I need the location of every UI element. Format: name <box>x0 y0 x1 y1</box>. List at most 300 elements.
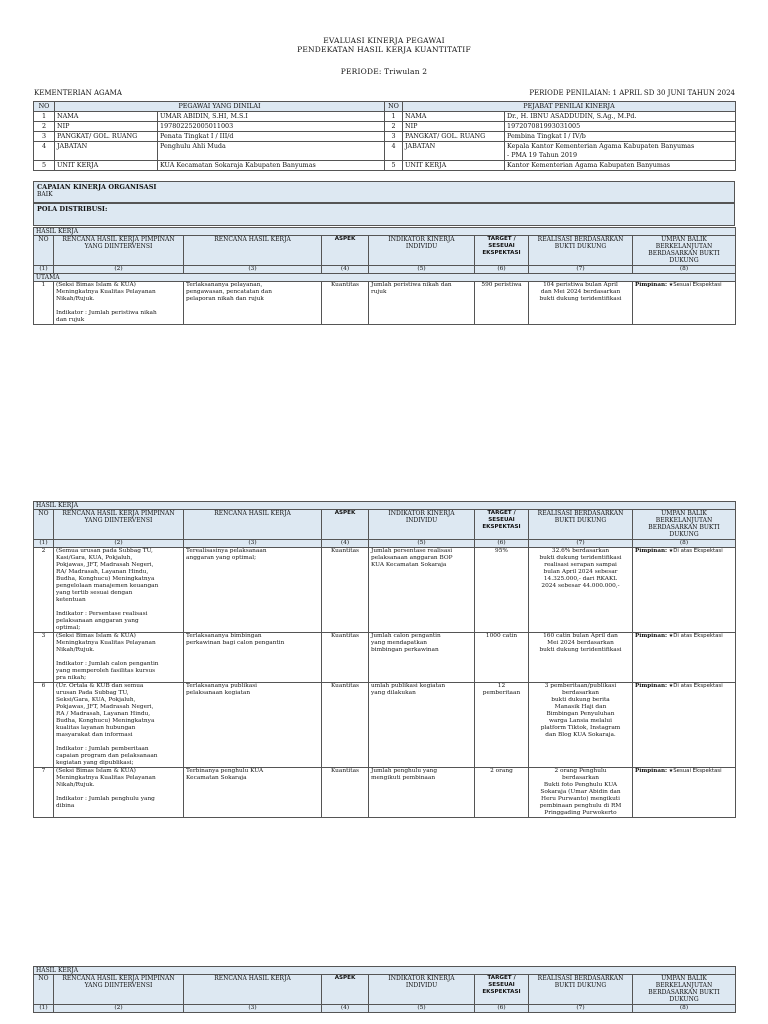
row-indikator <box>369 282 475 325</box>
col-rencana-pimpinan <box>54 236 184 266</box>
row-label: NAMA <box>55 112 158 122</box>
row-aspek: Kuantitas <box>322 633 369 683</box>
section-utama-row <box>34 274 736 282</box>
column-number-row <box>34 1005 736 1013</box>
star-icon: ★ <box>667 548 674 554</box>
row-indikator <box>369 548 475 633</box>
feedback-label: Pimpinan: <box>635 633 668 639</box>
col-no: NO <box>34 510 54 540</box>
cell-line: perkawinan bagi calon pengantin <box>186 640 285 646</box>
cell-line: urusan Pada Subbag TU, <box>56 690 129 696</box>
jabatan-line-2: - PMA 19 Tahun 2019 <box>507 151 578 159</box>
row-label: NIP <box>55 122 158 132</box>
cell-line: Jumlah penghulu yang <box>371 768 438 774</box>
table-row <box>34 633 736 683</box>
cell-line: yang mendapatkan <box>371 640 428 646</box>
row-feedback <box>633 633 736 683</box>
cell-line: bukti dukung teridentifikasi <box>539 296 622 302</box>
col-number: (8) <box>633 1005 736 1013</box>
cell-line: 590 peristiwa <box>481 282 522 288</box>
cell-line: RA / Madrasah, Layanan Hindu, <box>56 711 151 717</box>
header-line: REALISASI BERDASARKAN <box>537 236 624 243</box>
row-target <box>475 768 529 818</box>
section-title: HASIL KERJA <box>34 228 736 236</box>
col-rencana: RENCANA HASIL KERJA <box>184 510 322 540</box>
cell-line: Terbinanya penghulu KUA <box>186 768 264 774</box>
col-no: NO <box>34 236 54 266</box>
cell-line: RA/ Madrasah, Layanan Hindu, <box>56 569 149 575</box>
cell-line: 2 orang Penghulu <box>554 768 607 774</box>
cell-line: Indikator : Jumlah penghulu yang <box>56 796 155 802</box>
header-line: UMPAN BALIK <box>661 510 707 517</box>
row-target <box>475 548 529 633</box>
cell-line: dan Blog KUA Sokaraja. <box>545 732 616 738</box>
cell-line: 95% <box>495 548 508 554</box>
cell-line: 1000 catin <box>485 633 518 639</box>
row-value: 197802252005011003 <box>158 122 385 132</box>
col-rencana-pimpinan <box>54 975 184 1005</box>
table-row <box>34 683 736 768</box>
row-feedback <box>633 282 736 325</box>
column-header-row <box>34 975 736 1005</box>
capaian-title: CAPAIAN KINERJA ORGANISASI <box>37 183 157 191</box>
cell-line: (Seksi Bimas Islam & KUA) <box>56 633 136 639</box>
header-line: INDIKATOR KINERJA <box>388 236 455 243</box>
col-number: (6) <box>475 266 529 274</box>
star-icon: ★ <box>667 282 674 288</box>
assessment-period: PERIODE PENILAIAN: 1 APRIL SD 30 JUNI TAHUN 2024 <box>529 89 735 97</box>
identity-row <box>34 122 736 132</box>
feedback-value: Di atas Ekspektasi <box>673 633 723 639</box>
cell-line: mengikuti pembinaan <box>371 775 436 781</box>
col-number: (3) <box>184 1005 322 1013</box>
ministry-name: KEMENTERIAN AGAMA <box>34 89 122 97</box>
cell-line: Terealisasinya pelaksanaan <box>186 548 267 554</box>
row-realisasi <box>529 633 633 683</box>
header-line: BERKELANJUTAN <box>655 982 713 989</box>
cell-line: (Semua urusan pada Subbag TU, <box>56 548 153 554</box>
column-number-row <box>34 266 736 274</box>
col-realisasi <box>529 975 633 1005</box>
col-number: (5) <box>369 266 475 274</box>
doc-period: PERIODE: Triwulan 2 <box>340 67 428 76</box>
col-realisasi <box>529 510 633 540</box>
feedback-label: Pimpinan: <box>635 683 668 689</box>
col-rencana: RENCANA HASIL KERJA <box>184 236 322 266</box>
cell-line: bukti dukung teridentifikasi <box>539 647 622 653</box>
table-row <box>34 282 736 325</box>
row-indikator <box>369 683 475 768</box>
header-line: UMPAN BALIK <box>661 236 707 243</box>
col-target <box>475 975 529 1005</box>
cell-line: kegiatan yang dipublikasi; <box>56 760 134 766</box>
cell-line: Pokjawas, JFT, Madrasah Negeri, <box>56 562 154 568</box>
cell-line: Nikah/Rujuk. <box>56 782 95 788</box>
row-no: 2 <box>34 122 55 132</box>
cell-line: umlah publikasi kegiatan <box>371 683 446 689</box>
cell-line: anggaran yang optimal; <box>186 555 257 561</box>
row-no: 5 <box>34 161 55 171</box>
header-line: BERDASARKAN BUKTI <box>648 250 720 257</box>
header-line: BUKTI DUKUNG <box>554 982 607 989</box>
row-value-2: Pembina Tingkat I / IV/b <box>505 132 736 142</box>
identity-table <box>33 101 736 171</box>
row-rencana-pimpinan <box>54 282 184 325</box>
row-value: Penata Tingkat I / III/d <box>158 132 385 142</box>
cell-line: capaian program dan pelaksanaan <box>56 753 158 759</box>
cell-line <box>56 739 181 746</box>
cell-line: Indikator : Persentase realisasi <box>56 611 148 617</box>
row-no: 7 <box>34 768 54 818</box>
col-number: (7) <box>529 540 633 548</box>
hasil-kerja-table-3 <box>33 966 736 1013</box>
header-line: INDIVIDU <box>405 982 438 989</box>
cell-line: Nikah/Rujuk. <box>56 296 95 302</box>
cell-line: Indikator : Jumlah peristiwa nikah <box>56 310 157 316</box>
row-no-2: 2 <box>385 122 403 132</box>
row-no: 1 <box>34 112 55 122</box>
header-line: EKSPEKTASI <box>482 250 521 256</box>
row-no-2: 4 <box>385 142 403 161</box>
header-line: BERKELANJUTAN <box>655 243 713 250</box>
identity-row <box>34 112 736 122</box>
cell-line: yang memperoleh fasilitas kursus <box>56 668 156 674</box>
col-number: (5) <box>369 1005 475 1013</box>
header-line: DUKUNG <box>669 257 699 264</box>
cell-line: warga Lansia melalui <box>548 718 613 724</box>
header-line: YANG DIINTERVENSI <box>84 517 153 524</box>
cell-line: Seksi/Gara, KUA, Pokjaluh, <box>56 697 136 703</box>
cell-line <box>56 789 181 796</box>
row-target <box>475 282 529 325</box>
header-line: RENCANA HASIL KERJA PIMPINAN <box>62 510 175 517</box>
cell-line: Bukti foto Penghulu KUA <box>543 782 618 788</box>
col-number: (6) <box>475 1005 529 1013</box>
header-line: DUKUNG <box>669 531 699 538</box>
col-target <box>475 236 529 266</box>
row-no-2: 5 <box>385 161 403 171</box>
row-rencana-pimpinan <box>54 633 184 683</box>
cell-line: 104 peristiwa bulan April <box>543 282 618 288</box>
header-line: BERDASARKAN BUKTI <box>648 524 720 531</box>
header-line: UMPAN BALIK <box>661 975 707 982</box>
row-rencana-pimpinan <box>54 768 184 818</box>
header-line: INDIKATOR KINERJA <box>388 975 455 982</box>
col-no: NO <box>34 975 54 1005</box>
cell-line: pelaksanaan kegiatan <box>186 690 251 696</box>
col-no-2: NO <box>385 102 403 112</box>
cell-line: KUA Kecamatan Sokaraja <box>371 562 447 568</box>
row-label-2: PANGKAT/ GOL. RUANG <box>403 132 505 142</box>
row-no: 1 <box>34 282 54 325</box>
row-label-2: JABATAN <box>403 142 505 161</box>
cell-line: pemberitaan <box>482 690 521 696</box>
row-rencana <box>184 548 322 633</box>
cell-line: Pringgading Purwokerto <box>544 810 617 816</box>
cell-line: berdasarkan <box>562 690 599 696</box>
section-title: HASIL KERJA <box>34 967 736 975</box>
cell-line: Bimbingan Penyuluhan <box>546 711 615 717</box>
row-realisasi <box>529 683 633 768</box>
row-rencana <box>184 282 322 325</box>
feedback-value: Sesuai Ekspektasi <box>673 282 722 288</box>
cell-line: Meningkatnya Kualitas Pelayanan <box>56 640 156 646</box>
header-line: SESEUAI <box>488 517 515 523</box>
row-realisasi <box>529 768 633 818</box>
cell-line <box>56 303 181 310</box>
cell-line: 3 pemberitaan/publikasi <box>544 683 617 689</box>
hasil-kerja-table-2 <box>33 501 736 818</box>
column-header-row <box>34 510 736 540</box>
column-number-row <box>34 540 736 548</box>
star-icon: ★ <box>667 683 674 689</box>
row-aspek: Kuantitas <box>322 768 369 818</box>
capaian-value: BAIK <box>37 191 53 198</box>
cell-line: platform Tiktok, Instagram <box>540 725 621 731</box>
header-line: EKSPEKTASI <box>482 524 521 530</box>
feedback-value: Di atas Ekspektasi <box>673 683 723 689</box>
cell-line: Meningkatnya Kualitas Pelayanan <box>56 775 156 781</box>
row-target <box>475 683 529 768</box>
cell-line: Indikator : Jumlah calon pengantin <box>56 661 159 667</box>
col-target <box>475 510 529 540</box>
feedback-label: Pimpinan: <box>635 548 668 554</box>
col-number: (3) <box>184 540 322 548</box>
col-number: (1) <box>34 266 54 274</box>
cell-line: optimal; <box>56 625 81 631</box>
cell-line: pembinaan penghulu di RM <box>539 803 622 809</box>
col-number: (5) <box>369 540 475 548</box>
col-pegawai: PEGAWAI YANG DINILAI <box>55 102 385 112</box>
cell-line: Manasik Haji dan <box>554 704 607 710</box>
col-number: (4) <box>322 266 369 274</box>
col-number: (2) <box>54 540 184 548</box>
cell-line: Nikah/Rujuk. <box>56 647 95 653</box>
cell-line: 12 <box>497 683 506 689</box>
cell-line: 160 catin bulan April dan <box>543 633 618 639</box>
row-realisasi <box>529 282 633 325</box>
cell-line: 2024 sebesar 44.000.000,- <box>541 583 620 589</box>
identity-row <box>34 132 736 142</box>
section-utama: UTAMA <box>34 274 736 282</box>
row-feedback <box>633 768 736 818</box>
cell-line: ketentuan <box>56 597 86 603</box>
cell-line: (Seksi Bimas Islam & KUA) <box>56 768 136 774</box>
cell-line: pengawasan, pencatatan dan <box>186 289 272 295</box>
section-title-row <box>34 228 736 236</box>
cell-line: bimbingan perkawinan <box>371 647 439 653</box>
identity-row <box>34 142 736 161</box>
row-label-2: NIP <box>403 122 505 132</box>
col-number: (6) <box>475 540 529 548</box>
cell-line: Terlaksananya bimbingan <box>186 633 262 639</box>
cell-line: yang tertib sesuai dengan <box>56 590 133 596</box>
star-icon: ★ <box>667 768 674 774</box>
col-no: NO <box>34 102 55 112</box>
header-line: BUKTI DUKUNG <box>554 517 607 524</box>
cell-line: Jumlah peristiwa nikah dan <box>371 282 452 288</box>
cell-line: dibina <box>56 803 75 809</box>
col-indikator <box>369 510 475 540</box>
cell-line: pelaksanaan anggaran yang <box>56 618 139 624</box>
cell-line: pelaporan nikah dan rujuk <box>186 296 264 302</box>
pola-title: POLA DISTRIBUSI: <box>37 205 108 213</box>
feedback-value: Di atas Ekspektasi <box>673 548 723 554</box>
cell-line: Terlaksananya publikasi <box>186 683 258 689</box>
col-realisasi <box>529 236 633 266</box>
row-no: 2 <box>34 548 54 633</box>
feedback-value: Sesuai Ekspektasi <box>673 768 722 774</box>
header-line: BERDASARKAN BUKTI <box>648 989 720 996</box>
cell-line: 32.6% berdasarkan <box>551 548 610 554</box>
pola-box <box>33 203 735 226</box>
header-line: BERKELANJUTAN <box>655 517 713 524</box>
col-umpan <box>633 510 736 540</box>
row-no-2: 3 <box>385 132 403 142</box>
cell-line: Heru Purwanto) mengikuti <box>541 796 620 802</box>
cell-line: Jumlah persentase realisasi <box>371 548 453 554</box>
row-target <box>475 633 529 683</box>
feedback-label: Pimpinan: <box>635 768 668 774</box>
header-line: TARGET / <box>487 975 516 981</box>
header-line: TARGET / <box>487 236 516 242</box>
row-no: 3 <box>34 132 55 142</box>
hasil-kerja-table-1 <box>33 227 736 325</box>
table-1-body <box>34 282 736 325</box>
cell-line: Budha, Konghucu) Meningkatnya <box>56 576 155 582</box>
row-value: Penghulu Ahli Muda <box>158 142 385 161</box>
cell-line: Indikator : Jumlah pemberitaan <box>56 746 149 752</box>
cell-line: Sokaraja (Umar Abidin dan <box>540 789 621 795</box>
row-label-2: UNIT KERJA <box>403 161 505 171</box>
cell-line: bulan April 2024 sebesar <box>543 569 618 575</box>
col-number: (8) <box>633 266 736 274</box>
identity-row <box>34 161 736 171</box>
table-row <box>34 548 736 633</box>
cell-line <box>56 604 181 611</box>
header-line: REALISASI BERDASARKAN <box>537 975 624 982</box>
row-aspek: Kuantitas <box>322 548 369 633</box>
col-number: (7) <box>529 1005 633 1013</box>
cell-line: dan Mei 2024 berdasarkan <box>540 289 621 295</box>
cell-line: pengelolaan manajemen keuangan <box>56 583 159 589</box>
header-line: BUKTI DUKUNG <box>554 243 607 250</box>
col-aspek: ASPEK <box>322 236 369 266</box>
cell-line: (Ur. Ortala & KUB dan semua <box>56 683 144 689</box>
header-line: RENCANA HASIL KERJA PIMPINAN <box>62 975 175 982</box>
row-value-2 <box>505 142 736 161</box>
col-number: (4) <box>322 540 369 548</box>
col-umpan <box>633 236 736 266</box>
col-number: (8) <box>633 540 736 548</box>
col-number: (1) <box>34 540 54 548</box>
cell-line: dan rujuk <box>56 317 85 323</box>
cell-line: realisasi serapan sampai <box>544 562 617 568</box>
doc-title: EVALUASI KINERJA PEGAWAI <box>323 36 445 45</box>
identity-header-row <box>34 102 736 112</box>
row-label: JABATAN <box>55 142 158 161</box>
header-line: DUKUNG <box>669 996 699 1003</box>
jabatan-line-1: Kepala Kantor Kementerian Agama Kabupaten Banyumas <box>507 142 695 150</box>
section-title-row <box>34 967 736 975</box>
col-number: (1) <box>34 1005 54 1013</box>
col-indikator <box>369 975 475 1005</box>
col-number: (2) <box>54 1005 184 1013</box>
cell-line <box>56 654 181 661</box>
header-line: INDIVIDU <box>405 517 438 524</box>
cell-line: Terlaksananya pelayanan, <box>186 282 263 288</box>
row-rencana <box>184 683 322 768</box>
header-line: REALISASI BERDASARKAN <box>537 510 624 517</box>
col-number: (4) <box>322 1005 369 1013</box>
col-umpan <box>633 975 736 1005</box>
cell-line: (Seksi Bimas Islam & KUA) <box>56 282 136 288</box>
table-row <box>34 768 736 818</box>
feedback-label: Pimpinan: <box>635 282 668 288</box>
header-line: RENCANA HASIL KERJA PIMPINAN <box>62 236 175 243</box>
row-aspek: Kuantitas <box>322 282 369 325</box>
row-value: KUA Kecamatan Sokaraja Kabupaten Banyumas <box>158 161 385 171</box>
col-rencana-pimpinan <box>54 510 184 540</box>
table-2-body <box>34 548 736 818</box>
cell-line: 2 orang <box>490 768 513 774</box>
row-rencana-pimpinan <box>54 548 184 633</box>
capaian-box <box>33 181 735 203</box>
row-value: UMAR ABIDIN, S.HI, M.S.I <box>158 112 385 122</box>
col-pejabat: PEJABAT PENILAI KINERJA <box>403 102 736 112</box>
header-line: INDIKATOR KINERJA <box>388 510 455 517</box>
section-title-row <box>34 502 736 510</box>
row-aspek: Kuantitas <box>322 683 369 768</box>
column-header-row <box>34 236 736 266</box>
row-value-2: 197207081993031005 <box>505 122 736 132</box>
header-line: INDIVIDU <box>405 243 438 250</box>
cell-line: 14.325.000,- dari RKAKL <box>543 576 618 582</box>
cell-line: bukti dukung berita <box>551 697 610 703</box>
row-no: 6 <box>34 683 54 768</box>
cell-line: Kasi/Gara, KUA, Pokjaluh, <box>56 555 133 561</box>
header-line: SESEUAI <box>488 982 515 988</box>
row-feedback <box>633 548 736 633</box>
row-value-2: Dr., H. IBNU ASADDUDIN, S.Ag., M.Pd. <box>505 112 736 122</box>
row-rencana-pimpinan <box>54 683 184 768</box>
cell-line: masyarakat dan informasi <box>56 732 133 738</box>
col-aspek: ASPEK <box>322 510 369 540</box>
header-line: TARGET / <box>487 510 516 516</box>
header-line: SESEUAI <box>488 243 515 249</box>
header-line: YANG DIINTERVENSI <box>84 243 153 250</box>
cell-line: yang dilakukan <box>371 690 416 696</box>
row-label: PANGKAT/ GOL. RUANG <box>55 132 158 142</box>
cell-line: Pokjawas, JFT, Madrasah Negeri, <box>56 704 154 710</box>
row-label-2: NAMA <box>403 112 505 122</box>
section-title: HASIL KERJA <box>34 502 736 510</box>
col-number: (7) <box>529 266 633 274</box>
row-no-2: 1 <box>385 112 403 122</box>
doc-subtitle: PENDEKATAN HASIL KERJA KUANTITATIF <box>297 45 471 54</box>
cell-line: rujuk <box>371 289 387 295</box>
cell-line: pra nikah; <box>56 675 87 681</box>
cell-line: Jumlah calon pengantin <box>371 633 441 639</box>
cell-line: kualitas layanan hubungan <box>56 725 136 731</box>
cell-line: Budha, Konghucu) Meningkatnya <box>56 718 155 724</box>
star-icon: ★ <box>667 633 674 639</box>
row-feedback <box>633 683 736 768</box>
row-no: 4 <box>34 142 55 161</box>
row-rencana <box>184 768 322 818</box>
row-value-2: Kantor Kementerian Agama Kabupaten Banyumas <box>505 161 736 171</box>
row-label: UNIT KERJA <box>55 161 158 171</box>
